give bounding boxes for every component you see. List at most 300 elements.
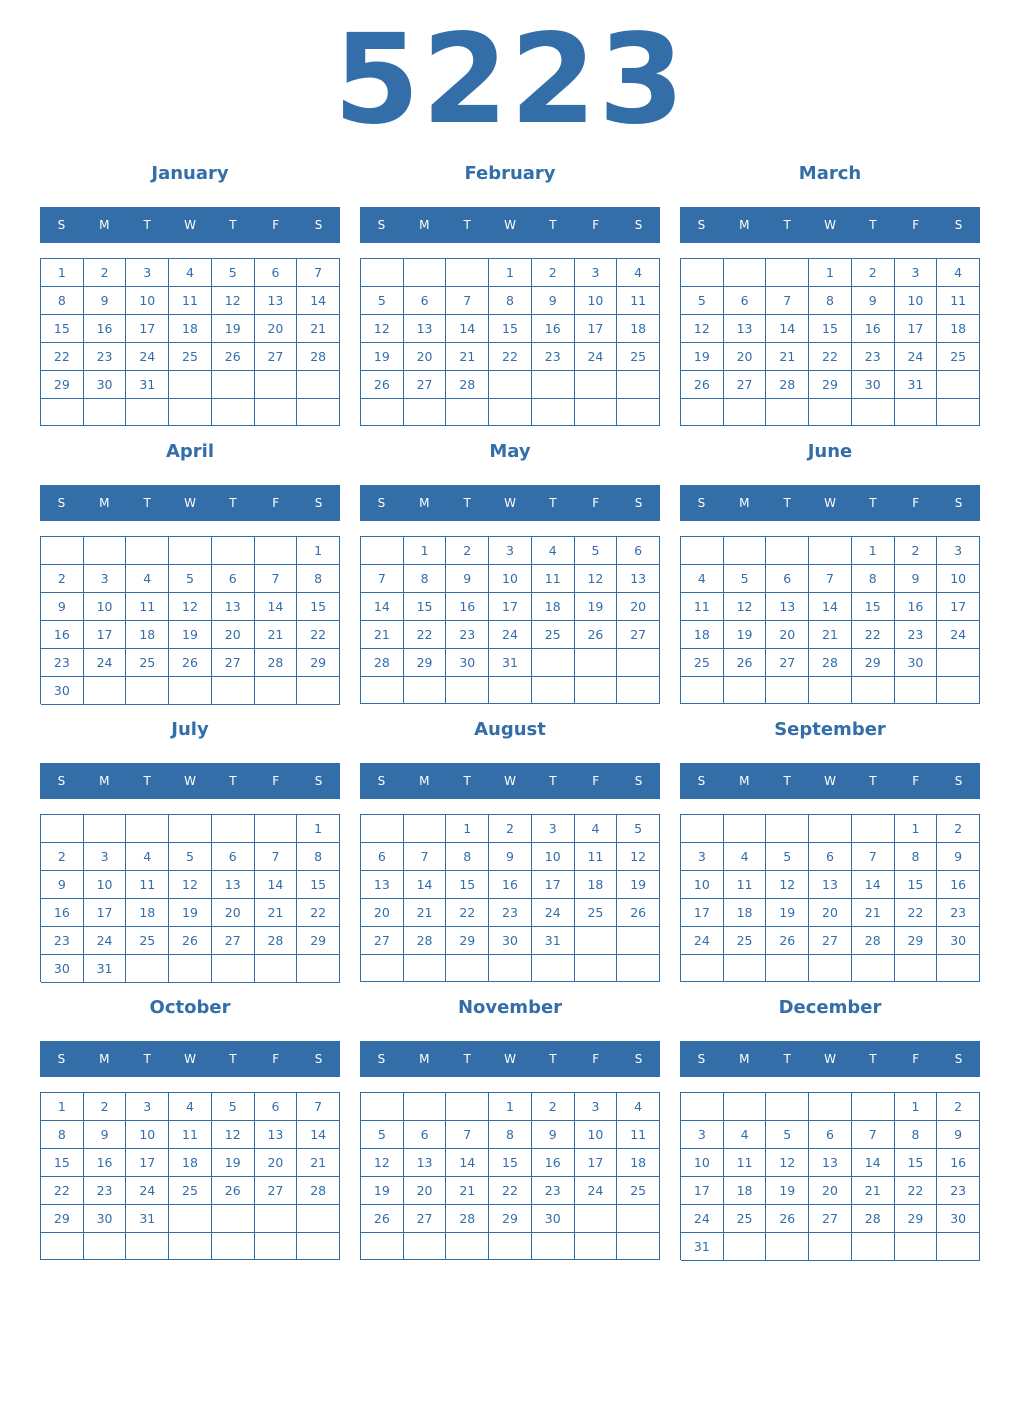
day-cell: 17 [126,315,169,343]
day-cell: 12 [724,593,767,621]
day-cell: 19 [212,315,255,343]
day-cell: 13 [809,871,852,899]
day-cell: 19 [169,621,212,649]
day-cell: 28 [766,371,809,399]
day-cell: 23 [532,1177,575,1205]
day-cell: 25 [617,1177,660,1205]
weekday-label: F [272,496,280,510]
day-cell: 17 [489,593,532,621]
empty-day-cell [297,677,340,705]
empty-day-cell [255,955,298,983]
day-cell: 28 [852,1205,895,1233]
day-cell: 10 [575,287,618,315]
day-cell: 9 [41,871,84,899]
empty-day-cell [617,927,660,955]
day-cell: 11 [575,843,618,871]
weekday-label: T [783,774,791,788]
empty-day-cell [404,1233,447,1260]
empty-day-cell [169,815,212,843]
day-cell: 23 [852,343,895,371]
weekday-label: T [143,1052,151,1066]
day-cell: 29 [41,1205,84,1233]
day-grid [680,258,980,426]
weekday-label: T [783,1052,791,1066]
day-cell: 19 [169,899,212,927]
day-cell: 28 [852,927,895,955]
weekday-label: T [869,218,877,232]
empty-day-cell [809,955,852,982]
empty-day-cell [617,1233,660,1260]
weekday-label: T [143,218,151,232]
weekday-label: T [143,774,151,788]
day-cell: 9 [489,843,532,871]
empty-day-cell [724,1233,767,1261]
empty-day-cell [255,537,298,565]
day-cell: 20 [724,343,767,371]
empty-day-cell [681,537,724,565]
day-cell: 21 [297,315,340,343]
empty-day-cell [212,815,255,843]
day-cell: 2 [937,1093,980,1121]
day-cell: 3 [126,1093,169,1121]
empty-day-cell [575,399,618,426]
day-cell: 23 [895,621,938,649]
empty-day-cell [255,399,298,426]
day-cell: 19 [361,1177,404,1205]
weekday-label: S [57,1052,66,1066]
day-cell: 5 [681,287,724,315]
day-cell: 21 [255,899,298,927]
day-cell: 29 [895,927,938,955]
year-title: 5223 [333,8,687,152]
day-cell: 8 [809,287,852,315]
day-grid [360,258,660,426]
empty-day-cell [361,399,404,426]
day-cell: 15 [489,1149,532,1177]
day-cell: 6 [766,565,809,593]
empty-day-cell [766,1093,809,1121]
day-cell: 11 [169,1121,212,1149]
day-cell: 30 [84,1205,127,1233]
empty-day-cell [489,399,532,426]
empty-day-cell [297,1205,340,1233]
month-name: July [171,719,209,740]
day-cell: 3 [126,259,169,287]
weekday-label: S [377,774,386,788]
empty-day-cell [575,677,618,704]
month-march [680,156,980,426]
empty-day-cell [361,537,404,565]
empty-day-cell [617,371,660,399]
empty-day-cell [724,1093,767,1121]
empty-day-cell [212,1233,255,1260]
day-cell: 5 [575,537,618,565]
day-cell: 23 [489,899,532,927]
day-cell: 5 [766,843,809,871]
weekday-label: W [824,1052,836,1066]
day-cell: 3 [895,259,938,287]
day-cell: 5 [361,287,404,315]
day-cell: 10 [895,287,938,315]
day-cell: 27 [617,621,660,649]
day-cell: 25 [724,927,767,955]
weekday-label: W [824,496,836,510]
day-cell: 17 [575,1149,618,1177]
weekday-label: W [504,496,516,510]
empty-day-cell [937,1233,980,1261]
day-cell: 15 [895,871,938,899]
empty-day-cell [532,371,575,399]
day-cell: 2 [532,259,575,287]
day-cell: 1 [297,815,340,843]
empty-day-cell [766,815,809,843]
day-cell: 28 [446,371,489,399]
weekday-label: W [504,1052,516,1066]
day-cell: 19 [681,343,724,371]
weekday-label: T [463,1052,471,1066]
day-cell: 30 [41,677,84,705]
empty-day-cell [489,955,532,982]
day-cell: 16 [41,899,84,927]
weekday-label: W [504,774,516,788]
day-cell: 24 [575,1177,618,1205]
day-cell: 28 [255,649,298,677]
empty-day-cell [361,1233,404,1260]
day-cell: 12 [617,843,660,871]
day-cell: 23 [532,343,575,371]
day-cell: 17 [681,1177,724,1205]
empty-day-cell [895,1233,938,1261]
empty-day-cell [681,399,724,426]
weekday-label: S [57,496,66,510]
empty-day-cell [212,677,255,705]
weekday-label: T [229,774,237,788]
day-cell: 14 [852,871,895,899]
day-cell: 13 [212,871,255,899]
day-cell: 23 [937,1177,980,1205]
day-cell: 4 [681,565,724,593]
day-cell: 4 [169,1093,212,1121]
day-cell: 25 [724,1205,767,1233]
weekday-header [680,485,980,521]
day-cell: 14 [361,593,404,621]
day-grid [40,1092,340,1260]
day-cell: 26 [766,1205,809,1233]
day-cell: 20 [404,1177,447,1205]
weekday-header [40,207,340,243]
day-cell: 8 [41,1121,84,1149]
day-cell: 31 [84,955,127,983]
day-grid [680,814,980,982]
day-cell: 24 [937,621,980,649]
day-cell: 11 [532,565,575,593]
empty-day-cell [937,399,980,426]
empty-day-cell [255,1233,298,1260]
day-cell: 18 [724,899,767,927]
day-cell: 15 [852,593,895,621]
weekday-label: S [377,496,386,510]
weekday-label: M [739,218,750,232]
day-cell: 11 [724,1149,767,1177]
day-cell: 20 [766,621,809,649]
day-cell: 17 [575,315,618,343]
weekday-label: S [697,496,706,510]
day-cell: 14 [297,287,340,315]
day-cell: 3 [681,843,724,871]
day-cell: 1 [895,1093,938,1121]
day-cell: 24 [681,1205,724,1233]
day-cell: 22 [809,343,852,371]
day-cell: 10 [84,871,127,899]
weekday-label: S [314,218,323,232]
day-cell: 6 [212,843,255,871]
day-cell: 2 [937,815,980,843]
empty-day-cell [361,955,404,982]
day-cell: 12 [766,1149,809,1177]
day-cell: 12 [361,315,404,343]
empty-day-cell [532,1233,575,1260]
empty-day-cell [617,649,660,677]
day-cell: 19 [575,593,618,621]
weekday-label: S [377,1052,386,1066]
day-cell: 16 [937,1149,980,1177]
day-cell: 10 [84,593,127,621]
month-august [360,712,660,982]
day-cell: 27 [212,927,255,955]
day-cell: 1 [404,537,447,565]
empty-day-cell [766,677,809,704]
day-cell: 10 [126,1121,169,1149]
day-cell: 6 [617,537,660,565]
empty-day-cell [532,955,575,982]
weekday-label: S [377,218,386,232]
empty-day-cell [724,815,767,843]
day-cell: 27 [809,1205,852,1233]
day-grid [360,536,660,704]
day-cell: 25 [575,899,618,927]
day-cell: 11 [724,871,767,899]
day-cell: 10 [532,843,575,871]
weekday-label: W [184,496,196,510]
weekday-label: T [143,496,151,510]
empty-day-cell [852,1093,895,1121]
empty-day-cell [852,399,895,426]
weekday-header [40,1041,340,1077]
weekday-label: S [314,774,323,788]
day-cell: 10 [575,1121,618,1149]
day-cell: 28 [446,1205,489,1233]
weekday-label: S [697,218,706,232]
day-cell: 1 [895,815,938,843]
weekday-label: T [869,496,877,510]
day-cell: 15 [895,1149,938,1177]
weekday-header [360,763,660,799]
day-cell: 29 [404,649,447,677]
weekday-label: T [783,218,791,232]
day-cell: 3 [84,565,127,593]
day-cell: 27 [724,371,767,399]
day-cell: 9 [532,1121,575,1149]
day-cell: 20 [809,1177,852,1205]
day-cell: 18 [126,621,169,649]
day-cell: 2 [41,565,84,593]
empty-day-cell [766,259,809,287]
empty-day-cell [809,537,852,565]
weekday-label: T [549,1052,557,1066]
day-cell: 24 [681,927,724,955]
empty-day-cell [766,1233,809,1261]
day-cell: 29 [809,371,852,399]
day-cell: 5 [766,1121,809,1149]
day-cell: 23 [41,649,84,677]
day-cell: 4 [169,259,212,287]
empty-day-cell [41,815,84,843]
empty-day-cell [575,1233,618,1260]
empty-day-cell [404,1093,447,1121]
weekday-label: F [592,496,600,510]
day-cell: 29 [297,649,340,677]
month-january [40,156,340,426]
day-cell: 6 [404,1121,447,1149]
day-cell: 21 [404,899,447,927]
day-cell: 2 [41,843,84,871]
day-cell: 1 [446,815,489,843]
day-cell: 6 [809,843,852,871]
day-cell: 11 [169,287,212,315]
day-cell: 10 [681,1149,724,1177]
day-cell: 17 [84,621,127,649]
day-cell: 18 [575,871,618,899]
day-cell: 20 [255,315,298,343]
month-name: January [151,163,229,184]
empty-day-cell [809,815,852,843]
empty-day-cell [724,399,767,426]
day-cell: 2 [84,1093,127,1121]
day-cell: 13 [766,593,809,621]
day-cell: 24 [126,343,169,371]
empty-day-cell [532,399,575,426]
day-cell: 6 [255,1093,298,1121]
day-cell: 14 [255,593,298,621]
empty-day-cell [84,537,127,565]
weekday-label: T [783,496,791,510]
day-cell: 20 [212,621,255,649]
day-cell: 3 [681,1121,724,1149]
day-cell: 27 [404,371,447,399]
day-cell: 18 [169,315,212,343]
empty-day-cell [724,677,767,704]
month-september [680,712,980,982]
empty-day-cell [937,371,980,399]
day-cell: 6 [809,1121,852,1149]
day-cell: 17 [895,315,938,343]
empty-day-cell [361,815,404,843]
day-cell: 13 [361,871,404,899]
day-cell: 5 [169,565,212,593]
day-cell: 31 [126,371,169,399]
empty-day-cell [766,399,809,426]
day-cell: 23 [84,1177,127,1205]
empty-day-cell [255,371,298,399]
empty-day-cell [404,399,447,426]
weekday-label: T [549,496,557,510]
day-cell: 8 [489,287,532,315]
day-cell: 29 [489,1205,532,1233]
day-cell: 11 [937,287,980,315]
day-cell: 2 [446,537,489,565]
day-cell: 14 [852,1149,895,1177]
day-cell: 28 [809,649,852,677]
day-cell: 29 [895,1205,938,1233]
day-cell: 9 [532,287,575,315]
day-cell: 19 [724,621,767,649]
empty-day-cell [681,259,724,287]
day-cell: 27 [766,649,809,677]
day-cell: 9 [937,843,980,871]
day-cell: 21 [255,621,298,649]
day-cell: 15 [41,315,84,343]
empty-day-cell [532,649,575,677]
day-cell: 10 [126,287,169,315]
day-cell: 16 [937,871,980,899]
weekday-label: F [592,1052,600,1066]
day-cell: 3 [937,537,980,565]
empty-day-cell [404,955,447,982]
month-name: March [798,163,862,184]
day-cell: 9 [852,287,895,315]
empty-day-cell [575,649,618,677]
weekday-label: T [463,774,471,788]
weekday-label: M [99,774,110,788]
empty-day-cell [724,955,767,982]
day-cell: 23 [41,927,84,955]
day-cell: 8 [297,843,340,871]
weekday-label: M [739,1052,750,1066]
day-cell: 6 [255,259,298,287]
day-cell: 14 [297,1121,340,1149]
day-cell: 10 [489,565,532,593]
empty-day-cell [681,955,724,982]
day-cell: 23 [84,343,127,371]
empty-day-cell [84,815,127,843]
day-cell: 20 [212,899,255,927]
day-cell: 24 [84,649,127,677]
day-cell: 18 [169,1149,212,1177]
day-cell: 7 [297,259,340,287]
day-cell: 25 [126,649,169,677]
weekday-label: T [229,496,237,510]
day-cell: 29 [41,371,84,399]
day-cell: 13 [404,1149,447,1177]
day-cell: 9 [446,565,489,593]
day-cell: 24 [532,899,575,927]
day-cell: 19 [766,899,809,927]
day-cell: 18 [937,315,980,343]
day-cell: 21 [361,621,404,649]
day-cell: 25 [169,343,212,371]
day-cell: 5 [212,259,255,287]
weekday-label: M [99,1052,110,1066]
empty-day-cell [575,955,618,982]
empty-day-cell [84,1233,127,1260]
day-cell: 25 [937,343,980,371]
weekday-label: F [912,496,920,510]
day-cell: 9 [937,1121,980,1149]
day-cell: 25 [169,1177,212,1205]
day-cell: 19 [212,1149,255,1177]
empty-day-cell [446,677,489,704]
weekday-header [680,207,980,243]
